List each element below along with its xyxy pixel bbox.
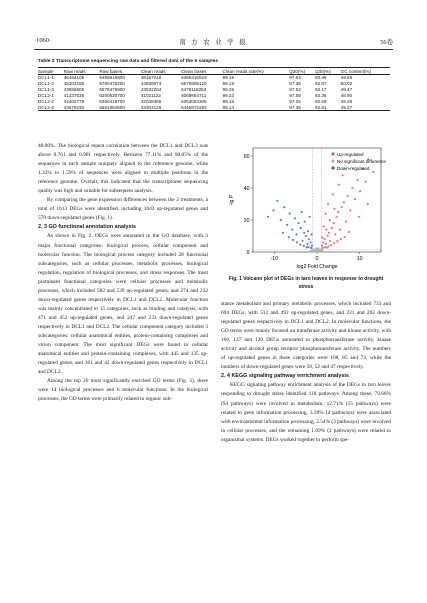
data-point xyxy=(337,211,339,213)
table-cell: 43304126 xyxy=(141,104,181,110)
data-point xyxy=(272,209,274,211)
data-point xyxy=(292,239,294,241)
data-point xyxy=(300,227,302,229)
table-cell: 44836974 xyxy=(140,81,162,87)
table-header-cell: GC content(%) xyxy=(341,68,390,75)
table-cell: DCL1-2 xyxy=(38,81,54,87)
table-cell: 42402778 xyxy=(63,98,85,104)
table-cell: 99.23 xyxy=(222,93,235,99)
legend-label: Up-regulated xyxy=(337,151,364,157)
table-cell: 93.17 xyxy=(314,87,327,93)
table-cell: 92.59 xyxy=(314,98,327,104)
legend-marker xyxy=(331,166,334,169)
x-tick-label: -10 xyxy=(270,256,279,262)
y-tick-label: 0 xyxy=(246,249,250,256)
x-tick-label: 0 xyxy=(315,256,319,262)
table-header-cell: Q20(%) xyxy=(289,68,315,75)
table-cell: 97.52 xyxy=(289,87,301,93)
data-point xyxy=(359,190,361,192)
legend-label: Down-regulated xyxy=(337,165,370,171)
data-point xyxy=(318,251,320,253)
data-point xyxy=(336,216,338,218)
data-point xyxy=(331,227,333,229)
table-row xyxy=(38,104,390,110)
data-table xyxy=(38,67,390,111)
table-cell: 49.47 xyxy=(340,87,353,93)
data-point xyxy=(327,245,329,247)
paragraph: KEGG signaling pathway enrichment analysis of the DEGs in taro leaves responding to drought stress identified 118 pathways. Among these, 79.66% (94 pathways) were involved in metabolism, 12.71% (15 pathways) were related to gene information processing, 3.39% (4 pathways) were associated with environmental information processing, 2.54% (3 pathways) were involved in cellular processes, and the remaining 1.69% (2 pathways) were related to organismal systems. DEGs worked together to perform spe- xyxy=(221,382,391,443)
data-point xyxy=(276,200,278,202)
table-cell: 97.25 xyxy=(289,98,301,104)
table-cell: 5385316523 xyxy=(181,75,207,81)
data-point xyxy=(305,235,307,237)
paragraph: Among the top 20 most significantly enriched GO terms (Fig. 3), there were 14 biological processes and 6 molecular functions. In the biological processes, the GO terms were primarily related to organic sub- xyxy=(38,378,208,403)
table-cell: 6360416700 xyxy=(99,98,125,104)
table-cell: 99.26 xyxy=(222,87,235,93)
data-point xyxy=(288,236,290,238)
x-axis-label: log2 Fold Change xyxy=(296,264,338,270)
table-header-cell: Q30(%) xyxy=(315,68,341,75)
table-header-cell: Clean bases xyxy=(181,68,222,75)
data-point xyxy=(317,247,319,249)
data-point xyxy=(333,222,335,224)
data-point xyxy=(282,232,284,234)
data-point xyxy=(321,245,323,247)
data-point xyxy=(338,184,340,186)
data-point xyxy=(310,241,312,243)
left-column xyxy=(38,142,208,404)
data-point xyxy=(324,213,326,215)
data-point xyxy=(296,241,298,243)
data-point xyxy=(310,247,312,249)
legend-label: No significant difference xyxy=(337,158,386,164)
y-tick-label: 60 xyxy=(243,153,250,160)
data-point xyxy=(367,203,369,205)
data-point xyxy=(356,179,358,181)
paragraph: As shown in Fig. 2, DEGs were annotated in the GO database, with 3 major functional categories: biological process, cellular component and molecular function. The biological process category included 28 functional subcategories, such as cellular processes, metabolic processes, biological regulation, regulation of biological processes, and stress responses. The most prominent functional categories were cellular processes and metabolic processes, which included 582 and 539 up-regulated genes, and 274 and 232 down-regulated genes respectively in DCL1 and DCL2. Molecular function was mainly concentrated in 15 categories, such as binding and catalysis, with 471 and 452 up-regulated genes, and 247 and 233 down-regulated genes respectively in DCL1 and DCL2. The cellular component category included 3 subcategories: cellular anatomical entities, protein-containing complexes and virion component. The most significant DEGs were found in cellular anatomical entities and protein-containing complexes, with 445 and 135 up-regulated genes, and 181 and 42 down-regulated genes respectively in DCL1 and DCL2. xyxy=(38,233,208,376)
table-cell: 49.28 xyxy=(340,98,353,104)
table-body xyxy=(38,75,390,111)
data-point xyxy=(340,238,342,240)
table-cell: 43532204 xyxy=(140,87,162,93)
data-point xyxy=(372,171,374,173)
table-cell: 36167218 xyxy=(140,75,162,81)
y-tick-label: 40 xyxy=(243,185,250,192)
table-cell: 49.37 xyxy=(341,104,390,110)
data-point xyxy=(291,229,293,231)
data-point xyxy=(345,221,347,223)
table-cell: 97.36 xyxy=(289,104,315,110)
data-point xyxy=(322,250,324,252)
figure-caption: Fig. 1 Volcano plot of DEGs in taro leaves in response to drought stress xyxy=(228,276,384,290)
data-point xyxy=(280,219,282,221)
table-cell: 6445972293 xyxy=(181,104,222,110)
table-cell: 93.36 xyxy=(314,93,327,99)
table-cell: 6675905120 xyxy=(181,81,207,87)
table-cell: 6578475900 xyxy=(99,87,125,93)
table-header-row xyxy=(38,68,390,75)
table-header-cell: Clean reads rate(%) xyxy=(223,68,290,75)
table-cell: 99.16 xyxy=(222,98,235,104)
table-cell: 6069864711 xyxy=(181,93,207,99)
volume-label: 56卷 xyxy=(380,39,393,46)
data-point xyxy=(299,244,301,246)
data-point xyxy=(365,181,367,183)
data-point xyxy=(321,237,323,239)
data-point xyxy=(347,195,349,197)
table-cell: 6264083305 xyxy=(181,98,207,104)
data-point xyxy=(307,243,309,245)
legend-marker xyxy=(331,152,334,155)
table-cell: DCL2-1 xyxy=(38,93,54,99)
data-point xyxy=(310,233,312,235)
data-point xyxy=(308,238,310,240)
data-point xyxy=(334,233,336,235)
table-cell: 41337538 xyxy=(63,93,85,99)
x-tick-label: 10 xyxy=(356,256,363,262)
data-point xyxy=(303,232,305,234)
table-cell: 36464106 xyxy=(63,75,85,81)
data-point xyxy=(286,224,288,226)
data-point xyxy=(330,244,332,246)
page-number: ·1060· xyxy=(34,37,52,44)
data-point xyxy=(316,249,318,251)
data-point xyxy=(348,231,350,233)
data-point xyxy=(307,230,309,232)
data-point xyxy=(306,246,308,248)
data-point xyxy=(267,216,269,218)
table-cell: DCL1-3 xyxy=(38,87,54,93)
table-cell: 99.14 xyxy=(223,104,290,110)
table-cell: 50.02 xyxy=(340,81,353,87)
data-point xyxy=(283,206,285,208)
table-cell: 6478118252 xyxy=(181,87,207,93)
table-caption: Table 3 Transcriptome sequencing raw data and filtered data of the 6 samples xyxy=(38,59,219,64)
data-point xyxy=(294,217,296,219)
data-point xyxy=(289,213,291,215)
table-cell: 5469615900 xyxy=(99,75,125,81)
table-header-cell: Raw reads xyxy=(64,68,100,75)
section-heading: 2. 3 GO functional annotation analysis xyxy=(38,224,136,231)
data-point xyxy=(344,236,346,238)
table-cell: 49.55 xyxy=(340,75,353,81)
data-point xyxy=(310,250,312,252)
table-cell: 92.87 xyxy=(314,81,327,87)
data-point xyxy=(325,229,327,231)
data-point xyxy=(309,216,311,218)
data-point xyxy=(301,240,303,242)
table-cell: 48.90 xyxy=(340,93,353,99)
data-point xyxy=(322,241,324,243)
table-cell: DCL1-1 xyxy=(38,75,54,81)
table-cell: 6200630700 xyxy=(99,93,125,99)
y-tick-label: 20 xyxy=(243,217,250,224)
paragraph: 48.00%. The biological repeat correlation between the DCL1 and DCL2 was above 0.761 and 0.961 respectively. Between 77.11% and 90.05% of the sequences in each sample uniquely aligned to the reference genome, while 1.33% to 1.59% of sequences were aligned to multiple positions in the reference genome. Overall, this indicated that the transcriptome sequencing quality was high and suitable for subsequent analysis. xyxy=(38,143,208,195)
data-point xyxy=(329,219,331,221)
table-cell: 93.49 xyxy=(314,75,327,81)
data-point xyxy=(333,208,335,210)
data-point xyxy=(304,221,306,223)
plot-legend xyxy=(331,152,386,171)
table-cell: DCL2-3 xyxy=(38,104,64,110)
data-point xyxy=(358,216,360,218)
table-header-cell: Raw bases xyxy=(99,68,140,75)
journal-title: 南 方 农 业 学 报 xyxy=(179,39,248,46)
data-point xyxy=(321,248,323,250)
table-cell: 43856506 xyxy=(63,87,85,93)
table-cell: 6551884500 xyxy=(99,104,140,110)
data-point xyxy=(341,206,343,208)
data-point xyxy=(327,235,329,237)
table-cell: 97.63 xyxy=(289,75,301,81)
legend-marker xyxy=(331,159,334,162)
section-heading: 2. 4 KEGG signaling pathway enrichment analysis xyxy=(221,373,349,380)
table-cell: 41021122 xyxy=(140,93,161,99)
table-cell: 99.19 xyxy=(222,81,235,87)
table-header-cell: Clean reads xyxy=(141,68,181,75)
y-axis-label: -lg P xyxy=(229,194,235,206)
header-rule xyxy=(34,49,393,50)
data-point xyxy=(325,243,327,245)
data-point xyxy=(327,203,329,205)
table-cell: DCL2-2 xyxy=(38,98,54,104)
right-column xyxy=(221,300,391,445)
data-point xyxy=(354,198,356,200)
data-point xyxy=(303,245,305,247)
data-point xyxy=(329,240,331,242)
running-header xyxy=(34,37,393,47)
table-cell: 97.36 xyxy=(289,81,301,87)
data-point xyxy=(298,222,300,224)
volcano-plot xyxy=(221,140,391,272)
data-point xyxy=(301,211,303,213)
data-point xyxy=(333,242,335,244)
table-cell: 6780475200 xyxy=(99,81,125,87)
data-point xyxy=(295,233,297,235)
table-cell: 45203168 xyxy=(63,81,85,87)
data-point xyxy=(315,247,317,249)
data-point xyxy=(323,225,325,227)
plot-points xyxy=(267,158,375,253)
table-cell: 99.19 xyxy=(222,75,235,81)
data-point xyxy=(324,238,326,240)
data-point xyxy=(342,174,344,176)
table-cell: 43679230 xyxy=(64,104,100,110)
table-cell: 97.59 xyxy=(289,93,301,99)
data-point xyxy=(351,187,353,189)
data-point xyxy=(311,245,313,247)
data-point xyxy=(349,209,351,211)
data-point xyxy=(332,193,334,195)
paragraph: By comparing the gene expression differences between the 2 treatments, a total of 1613 DEGs were identified, including 1043 up-regulated genes and 570 down-regulated genes (Fig. 1). xyxy=(38,197,208,222)
data-point xyxy=(343,201,345,203)
paragraph: stance metabolism and primary metabolic processes, which included 733 and 694 DEGs, with 512 and 492 up-regulated genes, and 221 and 202 down-regulated genes respectively in DCL1 and DCL2. In molecular functions, the GO terms were mainly focused on transferase activity and kinase activity, with 166, 137 and 120 DEGs annotated to phosphotransferase activity, kinase activity and alcohol group receptor phosphotransferase activity. The numbers of up-regulated genes in these categories were 108, 85 and 73, while the numbers of down-regulated genes were 58, 52 and 47 respectively. xyxy=(221,301,391,371)
table-header-cell: Sample xyxy=(38,68,64,75)
table-cell: 92.81 xyxy=(315,104,341,110)
data-point xyxy=(339,229,341,231)
data-point xyxy=(336,240,338,242)
table-cell: 42048486 xyxy=(140,98,162,104)
data-point xyxy=(328,232,330,234)
